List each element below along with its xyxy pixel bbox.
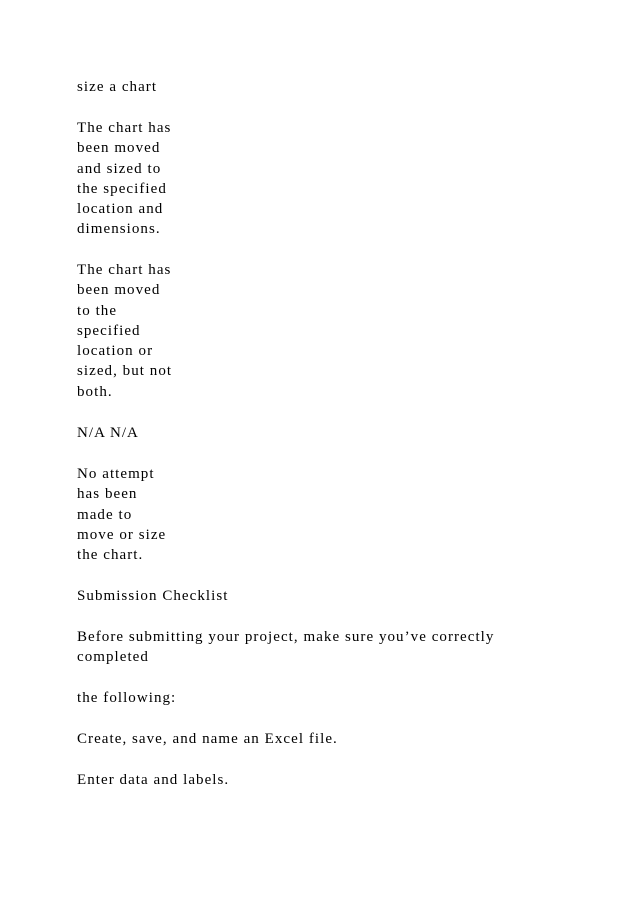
checklist-item-enter-data: Enter data and labels.: [77, 772, 230, 788]
submission-checklist-heading: Submission Checklist: [77, 588, 229, 604]
rubric-partial-credit-description: The chart has been moved to the specified location or sized, but not both.: [77, 262, 173, 400]
checklist-intro-continued: the following:: [77, 690, 177, 706]
checklist-item-create-file: Create, save, and name an Excel file.: [77, 731, 338, 747]
checklist-intro-text: Before submitting your project, make sure you’ve correctly completed: [77, 629, 495, 666]
rubric-criterion-size-chart: size a chart: [77, 79, 158, 95]
rubric-na-values: N/A N/A: [77, 425, 139, 441]
rubric-no-credit-description: No attempt has been made to move or size the chart.: [77, 466, 167, 564]
rubric-full-credit-description: The chart has been moved and sized to the specified location and dimensions.: [77, 120, 172, 238]
